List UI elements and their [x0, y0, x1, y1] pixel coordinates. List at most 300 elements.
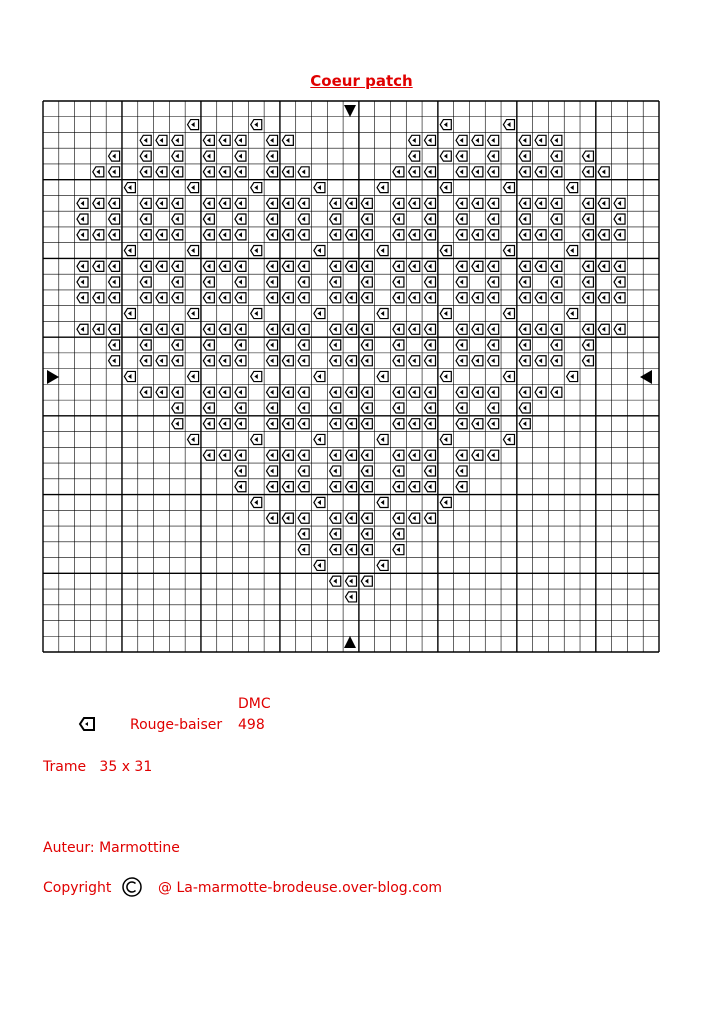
stitch-symbol — [203, 450, 214, 460]
stitch-symbol — [472, 324, 483, 334]
stitch-symbol — [235, 214, 246, 224]
stitch-symbol — [251, 434, 262, 444]
stitch-symbol — [266, 135, 277, 145]
stitch-symbol — [393, 356, 404, 366]
stitch-symbol — [409, 167, 420, 177]
stitch-symbol — [535, 324, 546, 334]
stitch-symbol — [582, 356, 593, 366]
stitch-symbol — [172, 387, 183, 397]
stitch-symbol — [298, 277, 309, 287]
stitch-symbol — [582, 151, 593, 161]
stitch-symbol — [424, 230, 435, 240]
stitch-symbol — [330, 403, 341, 413]
stitch-symbol — [424, 324, 435, 334]
stitch-symbol — [424, 387, 435, 397]
stitch-symbol — [488, 198, 499, 208]
center-marker-bottom — [344, 636, 356, 648]
stitch-symbol — [219, 387, 230, 397]
stitch-symbol — [266, 403, 277, 413]
stitch-symbol — [456, 214, 467, 224]
stitch-symbol — [456, 230, 467, 240]
stitch-symbol — [172, 324, 183, 334]
stitch-symbol — [472, 293, 483, 303]
stitch-symbol — [266, 277, 277, 287]
stitch-symbol — [488, 261, 499, 271]
stitch-symbol — [203, 387, 214, 397]
stitch-symbol — [298, 529, 309, 539]
stitch-symbol — [172, 230, 183, 240]
stitch-symbol — [614, 230, 625, 240]
stitch-symbol — [393, 466, 404, 476]
stitch-symbol — [377, 434, 388, 444]
stitch-symbol — [140, 151, 151, 161]
stitch-symbol — [393, 513, 404, 523]
stitch-symbol — [582, 214, 593, 224]
stitch-symbol — [298, 513, 309, 523]
stitch-symbol — [282, 387, 293, 397]
stitch-symbol — [551, 293, 562, 303]
stitch-symbol — [393, 230, 404, 240]
stitch-symbol — [551, 214, 562, 224]
stitch-symbol — [282, 167, 293, 177]
stitch-symbol — [330, 387, 341, 397]
stitch-symbol — [235, 230, 246, 240]
stitch-symbol — [235, 324, 246, 334]
stitch-symbol — [361, 261, 372, 271]
stitch-symbol — [503, 120, 514, 130]
stitch-symbol — [140, 293, 151, 303]
stitch-symbol — [266, 324, 277, 334]
stitch-symbol — [614, 261, 625, 271]
stitch-symbol — [424, 277, 435, 287]
stitch-symbol — [377, 308, 388, 318]
stitch-symbol — [535, 356, 546, 366]
stitch-symbol — [409, 482, 420, 492]
stitch-symbol — [503, 246, 514, 256]
stitch-symbol — [235, 151, 246, 161]
stitch-symbol — [251, 120, 262, 130]
stitch-symbol — [582, 340, 593, 350]
stitch-symbol — [156, 324, 167, 334]
stitch-symbol — [519, 387, 530, 397]
stitch-symbol — [582, 293, 593, 303]
stitch-symbol — [361, 466, 372, 476]
stitch-symbol — [235, 419, 246, 429]
stitch-symbol — [93, 261, 104, 271]
stitch-symbol — [345, 576, 356, 586]
stitch-symbol — [330, 450, 341, 460]
stitch-symbol — [109, 167, 120, 177]
stitch-symbol — [519, 340, 530, 350]
stitch-symbol — [361, 198, 372, 208]
stitch-symbol — [203, 419, 214, 429]
page-title: Coeur patch — [310, 72, 413, 90]
stitch-symbol — [251, 246, 262, 256]
stitch-symbol — [409, 151, 420, 161]
stitch-symbol — [140, 135, 151, 145]
stitch-symbol — [345, 230, 356, 240]
stitch-symbol — [235, 198, 246, 208]
stitch-symbol — [551, 261, 562, 271]
stitch-symbol — [361, 340, 372, 350]
stitch-symbol — [203, 356, 214, 366]
stitch-symbol — [77, 230, 88, 240]
stitch-symbol — [488, 214, 499, 224]
stitch-symbol — [345, 513, 356, 523]
stitch-symbol — [456, 340, 467, 350]
legend-thread-name: Rouge-baiser — [130, 717, 223, 733]
stitch-symbol — [456, 135, 467, 145]
stitch-symbol — [551, 324, 562, 334]
center-marker-top — [344, 105, 356, 117]
stitch-symbol — [424, 450, 435, 460]
stitch-symbol — [282, 324, 293, 334]
author-credit: Auteur: Marmottine — [43, 840, 180, 856]
stitch-symbol — [424, 466, 435, 476]
stitch-symbol — [140, 387, 151, 397]
stitch-symbol — [77, 214, 88, 224]
stitch-symbol — [424, 167, 435, 177]
stitch-symbol — [409, 387, 420, 397]
stitch-symbol — [519, 403, 530, 413]
stitch-symbol — [235, 403, 246, 413]
stitch-symbol — [266, 230, 277, 240]
stitch-symbol — [488, 151, 499, 161]
stitch-symbol — [203, 403, 214, 413]
stitch-symbol — [393, 403, 404, 413]
stitch-symbol — [551, 135, 562, 145]
stitch-symbol — [124, 371, 135, 381]
stitch-symbol — [298, 387, 309, 397]
stitch-symbol — [472, 230, 483, 240]
stitch-symbol — [219, 356, 230, 366]
chart-stitches — [77, 120, 625, 602]
stitch-symbol — [330, 293, 341, 303]
stitch-symbol — [393, 482, 404, 492]
stitch-symbol — [298, 324, 309, 334]
stitch-symbol — [551, 198, 562, 208]
stitch-symbol — [535, 261, 546, 271]
stitch-symbol — [251, 497, 262, 507]
stitch-symbol — [440, 371, 451, 381]
stitch-symbol — [124, 183, 135, 193]
stitch-symbol — [314, 308, 325, 318]
stitch-symbol — [219, 450, 230, 460]
stitch-symbol — [219, 198, 230, 208]
stitch-symbol — [266, 482, 277, 492]
stitch-symbol — [345, 198, 356, 208]
stitch-symbol — [409, 419, 420, 429]
stitch-symbol — [424, 482, 435, 492]
stitch-symbol — [140, 340, 151, 350]
stitch-symbol — [535, 167, 546, 177]
stitch-symbol — [93, 230, 104, 240]
stitch-symbol — [361, 513, 372, 523]
stitch-symbol — [266, 261, 277, 271]
stitch-symbol — [361, 403, 372, 413]
stitch-symbol — [361, 324, 372, 334]
stitch-symbol — [235, 293, 246, 303]
stitch-symbol — [519, 230, 530, 240]
stitch-symbol — [172, 403, 183, 413]
legend-thread-number: 498 — [238, 717, 265, 733]
stitch-symbol — [377, 560, 388, 570]
stitch-symbol — [377, 497, 388, 507]
stitch-symbol — [345, 356, 356, 366]
stitch-symbol — [330, 576, 341, 586]
stitch-symbol — [251, 371, 262, 381]
stitch-symbol — [424, 419, 435, 429]
stitch-symbol — [488, 340, 499, 350]
stitch-symbol — [551, 277, 562, 287]
stitch-symbol — [140, 261, 151, 271]
stitch-symbol — [582, 277, 593, 287]
stitch-symbol — [93, 324, 104, 334]
stitch-symbol — [109, 324, 120, 334]
stitch-symbol — [456, 324, 467, 334]
stitch-symbol — [330, 513, 341, 523]
stitch-symbol — [124, 246, 135, 256]
stitch-symbol — [298, 261, 309, 271]
stitch-symbol — [440, 120, 451, 130]
stitch-symbol — [282, 135, 293, 145]
stitch-symbol — [203, 214, 214, 224]
stitch-symbol — [109, 277, 120, 287]
stitch-symbol — [519, 198, 530, 208]
copyright-label: Copyright — [43, 880, 112, 896]
stitch-symbol — [109, 198, 120, 208]
stitch-symbol — [393, 277, 404, 287]
stitch-symbol — [235, 356, 246, 366]
stitch-symbol — [361, 545, 372, 555]
stitch-symbol — [551, 151, 562, 161]
stitch-symbol — [156, 261, 167, 271]
stitch-symbol — [503, 183, 514, 193]
stitch-symbol — [266, 356, 277, 366]
stitch-symbol — [361, 529, 372, 539]
stitch-symbol — [409, 324, 420, 334]
stitch-symbol — [298, 198, 309, 208]
stitch-symbol — [235, 450, 246, 460]
stitch-symbol — [424, 356, 435, 366]
stitch-symbol — [330, 466, 341, 476]
stitch-symbol — [109, 230, 120, 240]
stitch-symbol — [266, 466, 277, 476]
stitch-symbol — [203, 261, 214, 271]
stitch-symbol — [472, 135, 483, 145]
stitch-symbol — [330, 545, 341, 555]
stitch-symbol — [393, 387, 404, 397]
stitch-symbol — [345, 293, 356, 303]
stitch-symbol — [124, 308, 135, 318]
stitch-symbol — [551, 356, 562, 366]
stitch-symbol — [235, 261, 246, 271]
stitch-symbol — [330, 198, 341, 208]
stitch-symbol — [582, 261, 593, 271]
stitch-symbol — [488, 419, 499, 429]
stitch-symbol — [330, 529, 341, 539]
stitch-symbol — [377, 371, 388, 381]
stitch-symbol — [488, 356, 499, 366]
stitch-symbol — [424, 513, 435, 523]
stitch-symbol — [140, 230, 151, 240]
stitch-symbol — [219, 230, 230, 240]
stitch-symbol — [488, 293, 499, 303]
stitch-symbol — [519, 356, 530, 366]
stitch-symbol — [266, 450, 277, 460]
stitch-symbol — [314, 497, 325, 507]
stitch-symbol — [298, 214, 309, 224]
stitch-symbol — [172, 356, 183, 366]
stitch-symbol — [393, 293, 404, 303]
stitch-symbol — [156, 387, 167, 397]
stitch-symbol — [377, 246, 388, 256]
stitch-symbol — [519, 324, 530, 334]
stitch-symbol — [456, 261, 467, 271]
stitch-symbol — [282, 450, 293, 460]
stitch-symbol — [188, 308, 199, 318]
stitch-symbol — [345, 482, 356, 492]
stitch-symbol — [567, 371, 578, 381]
stitch-symbol — [551, 387, 562, 397]
stitch-symbol — [156, 293, 167, 303]
stitch-symbol — [409, 356, 420, 366]
stitch-symbol — [614, 198, 625, 208]
stitch-symbol — [409, 293, 420, 303]
stitch-symbol — [266, 198, 277, 208]
stitch-symbol — [235, 340, 246, 350]
stitch-symbol — [345, 387, 356, 397]
stitch-symbol — [535, 198, 546, 208]
stitch-symbol — [424, 340, 435, 350]
stitch-symbol — [235, 466, 246, 476]
stitch-symbol — [203, 167, 214, 177]
stitch-symbol — [77, 277, 88, 287]
stitch-symbol — [330, 261, 341, 271]
stitch-symbol — [203, 340, 214, 350]
stitch-symbol — [598, 324, 609, 334]
stitch-symbol — [409, 198, 420, 208]
stitch-symbol — [456, 403, 467, 413]
stitch-symbol — [456, 419, 467, 429]
stitch-symbol — [472, 387, 483, 397]
stitch-symbol — [472, 450, 483, 460]
stitch-symbol — [393, 545, 404, 555]
stitch-symbol — [424, 214, 435, 224]
stitch-symbol — [361, 277, 372, 287]
stitch-symbol — [109, 261, 120, 271]
stitch-symbol — [393, 261, 404, 271]
stitch-symbol — [503, 371, 514, 381]
stitch-symbol — [77, 261, 88, 271]
stitch-symbol — [393, 450, 404, 460]
stitch-symbol — [298, 356, 309, 366]
stitch-symbol — [456, 450, 467, 460]
stitch-symbol — [298, 545, 309, 555]
stitch-symbol — [472, 419, 483, 429]
stitch-symbol — [203, 198, 214, 208]
stitch-symbol — [172, 198, 183, 208]
stitch-symbol — [582, 230, 593, 240]
stitch-symbol — [172, 293, 183, 303]
stitch-symbol — [282, 198, 293, 208]
stitch-symbol — [472, 261, 483, 271]
stitch-symbol — [156, 135, 167, 145]
stitch-symbol — [488, 450, 499, 460]
stitch-symbol — [140, 198, 151, 208]
stitch-symbol — [203, 324, 214, 334]
stitch-symbol — [567, 308, 578, 318]
stitch-symbol — [188, 120, 199, 130]
stitch-symbol — [567, 246, 578, 256]
stitch-symbol — [567, 183, 578, 193]
stitch-symbol — [219, 419, 230, 429]
stitch-symbol — [282, 482, 293, 492]
stitch-symbol — [535, 135, 546, 145]
stitch-symbol — [488, 403, 499, 413]
stitch-symbol — [298, 482, 309, 492]
stitch-symbol — [472, 198, 483, 208]
stitch-symbol — [345, 419, 356, 429]
stitch-symbol — [140, 356, 151, 366]
stitch-symbol — [456, 198, 467, 208]
stitch-symbol — [519, 277, 530, 287]
stitch-symbol — [488, 324, 499, 334]
legend-brand-header: DMC — [238, 696, 271, 712]
stitch-symbol — [188, 183, 199, 193]
stitch-symbol — [156, 356, 167, 366]
stitch-symbol — [156, 230, 167, 240]
stitch-symbol — [582, 167, 593, 177]
stitch-symbol — [156, 167, 167, 177]
stitch-symbol — [361, 214, 372, 224]
stitch-symbol — [172, 340, 183, 350]
stitch-symbol — [298, 230, 309, 240]
stitch-symbol — [172, 277, 183, 287]
stitch-symbol — [377, 183, 388, 193]
stitch-symbol — [519, 167, 530, 177]
stitch-symbol — [551, 230, 562, 240]
stitch-symbol — [314, 434, 325, 444]
stitch-symbol — [345, 450, 356, 460]
stitch-symbol — [361, 293, 372, 303]
stitch-symbol — [93, 167, 104, 177]
stitch-symbol — [393, 214, 404, 224]
stitch-symbol — [251, 183, 262, 193]
stitch-symbol — [235, 277, 246, 287]
stitch-symbol — [361, 419, 372, 429]
stitch-symbol — [614, 214, 625, 224]
stitch-symbol — [172, 419, 183, 429]
stitch-symbol — [282, 513, 293, 523]
stitch-symbol — [219, 324, 230, 334]
stitch-symbol — [424, 403, 435, 413]
stitch-symbol — [456, 277, 467, 287]
stitch-symbol — [140, 214, 151, 224]
stitch-symbol — [172, 135, 183, 145]
stitch-symbol — [393, 419, 404, 429]
stitch-symbol — [314, 246, 325, 256]
stitch-symbol — [93, 293, 104, 303]
stitch-symbol — [456, 387, 467, 397]
stitch-symbol — [77, 198, 88, 208]
stitch-symbol — [598, 230, 609, 240]
stitch-symbol — [203, 230, 214, 240]
copyright-icon — [121, 876, 143, 898]
stitch-symbol — [582, 198, 593, 208]
stitch-symbol — [345, 261, 356, 271]
stitch-symbol — [219, 135, 230, 145]
